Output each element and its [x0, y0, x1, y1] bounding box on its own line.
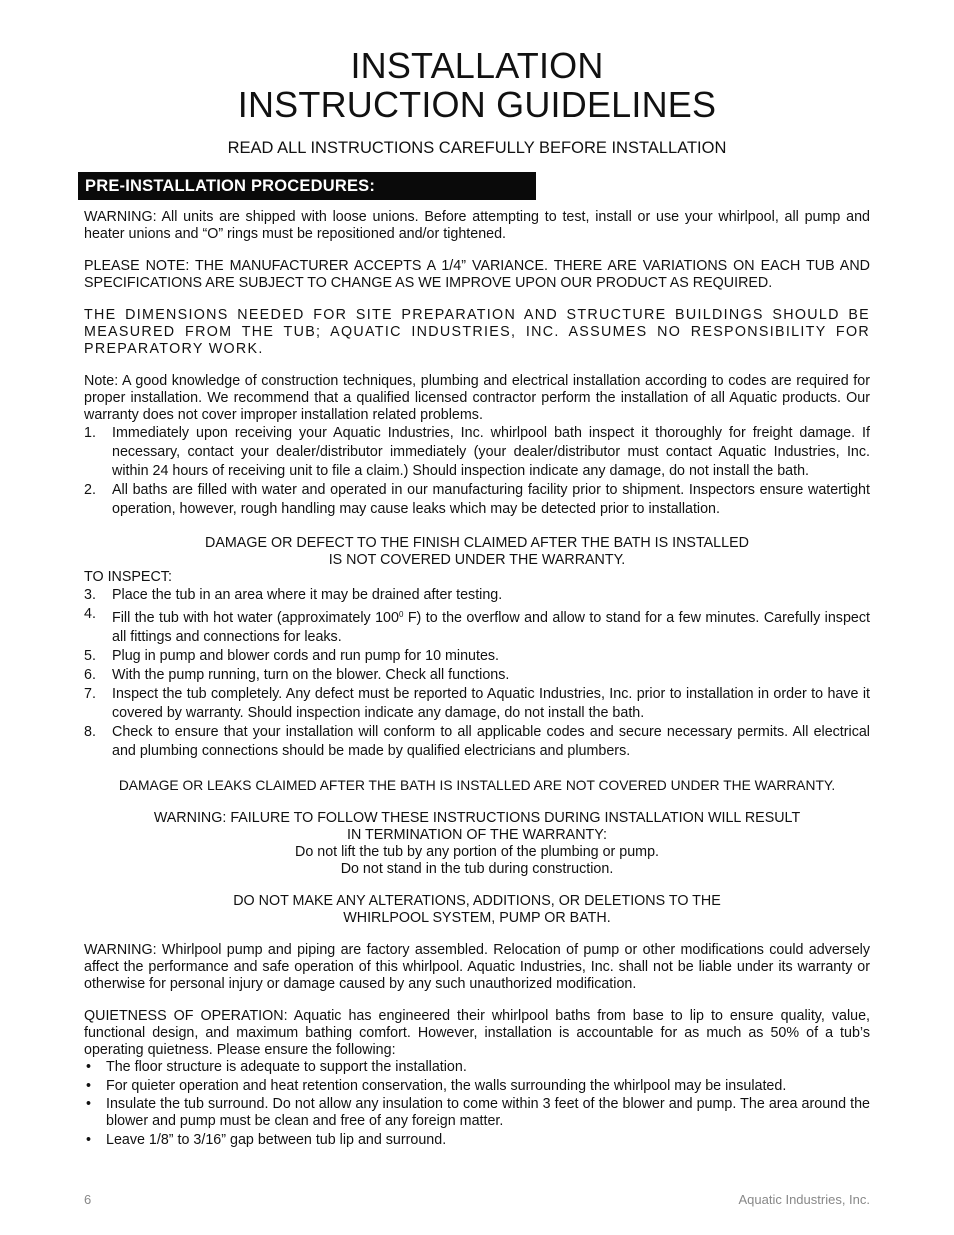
quietness-bullet-list — [84, 1059, 870, 1149]
list-item-text: Place the tub in an area where it may be drained after testing. — [112, 587, 503, 603]
title-line-1: INSTALLATION — [350, 45, 604, 86]
list-item-number: 1. — [84, 425, 96, 441]
warning-pump-paragraph: WARNING: Whirlpool pump and piping are factory assembled. Relocation of pump or other modifications could adversely affect the performance and safe operation of this whirlpool. Aquatic Industries, Inc. shall not be liable under its warranty or otherwise for personal injury or damage caused by any such unauthorized modification. — [84, 942, 870, 992]
list-item-number: 8. — [84, 724, 96, 740]
bullet-item-text: Insulate the tub surround. Do not allow any insulation to come within 3 feet of the blower and pump. The area around the blower and pump must be clean and free of any foreign matter. — [106, 1096, 870, 1129]
list-item-text-a: Fill the tub with hot water (approximately 100 — [112, 610, 399, 626]
list-item — [84, 723, 870, 761]
list-item — [84, 605, 870, 647]
title-line-2: INSTRUCTION GUIDELINES — [237, 84, 717, 125]
receiving-steps-list — [84, 424, 870, 519]
to-inspect-heading: TO INSPECT: — [84, 569, 172, 585]
list-item-number: 7. — [84, 686, 96, 702]
note-paragraph: Note: A good knowledge of construction techniques, plumbing and electrical installation according to codes are required for proper installation. We recommend that a qualified licensed contractor perform the installation of all Aquatic products. Our warranty does not cover improper installation related problems. — [84, 373, 870, 423]
list-item-number: 6. — [84, 667, 96, 683]
list-item-number: 2. — [84, 482, 96, 498]
bullet-item-text: The floor structure is adequate to support the installation. — [106, 1059, 467, 1075]
failure-warning-line-4: Do not stand in the tub during construction. — [340, 861, 614, 877]
alterations-notice-line-2: WHIRLPOOL SYSTEM, PUMP OR BATH. — [343, 910, 611, 926]
list-item — [84, 424, 870, 481]
list-item-number: 5. — [84, 648, 96, 664]
list-item-number: 3. — [84, 587, 96, 603]
list-item — [84, 647, 870, 666]
alterations-notice — [84, 893, 870, 927]
failure-warning — [84, 810, 870, 878]
page-title — [84, 46, 870, 124]
quietness-paragraph: QUIETNESS OF OPERATION: Aquatic has engineered their whirlpool baths from base to lip to ensure quality, value, functional design, and maximum bathing comfort. However, installation is accountable for as much as 50% of a tub’s operating quietness. Please ensure the following: — [84, 1008, 870, 1058]
inspection-steps-list — [84, 586, 870, 761]
list-item-text: Immediately upon receiving your Aquatic Industries, Inc. whirlpool bath inspect it thoroughly for freight damage. If necessary, contact your dealer/distributor immediately (your dealer/distributor must contact Aquatic Industries, Inc. within 24 hours of receiving unit to file a claim.) Should inspection indicate any damage, do not install the bath. — [112, 425, 870, 479]
list-item-text-b: F) to the overflow and allow to stand for a few minutes. Carefully inspect all fittings and connections for leaks. — [112, 610, 870, 645]
finish-damage-notice-line-1: DAMAGE OR DEFECT TO THE FINISH CLAIMED AFTER THE BATH IS INSTALLED — [205, 535, 749, 551]
bullet-icon: • — [86, 1131, 92, 1148]
bullet-icon: • — [86, 1077, 92, 1094]
list-item-text: All baths are filled with water and operated in our manufacturing facility prior to shipment. Inspectors ensure watertight operation, however, rough handling may cause leaks which may be detected prior to installation. — [112, 482, 870, 517]
page-subtitle: READ ALL INSTRUCTIONS CAREFULLY BEFORE INSTALLATION — [227, 139, 727, 157]
footer-company-name: Aquatic Industries, Inc. — [738, 1192, 870, 1207]
leaks-notice: DAMAGE OR LEAKS CLAIMED AFTER THE BATH IS INSTALLED ARE NOT COVERED UNDER THE WARRANTY. — [118, 778, 836, 793]
list-item-text: With the pump running, turn on the blower. Check all functions. — [112, 667, 510, 683]
list-item-number: 4. — [84, 606, 96, 622]
footer-page-number: 6 — [84, 1192, 92, 1207]
section-heading: PRE-INSTALLATION PROCEDURES: — [85, 177, 376, 195]
finish-damage-notice — [84, 535, 870, 569]
section-heading-bar — [78, 172, 536, 200]
alterations-notice-line-1: DO NOT MAKE ANY ALTERATIONS, ADDITIONS, OR DELETIONS TO THE — [233, 893, 721, 909]
bullet-item-text: Leave 1/8” to 3/16” gap between tub lip and surround. — [106, 1131, 447, 1148]
document-body — [84, 209, 870, 1150]
finish-damage-notice-line-2: IS NOT COVERED UNDER THE WARRANTY. — [328, 552, 626, 568]
list-item — [84, 481, 870, 519]
list-item — [84, 685, 870, 723]
bullet-icon: • — [86, 1096, 92, 1112]
list-item-text: Plug in pump and blower cords and run pump for 10 minutes. — [112, 648, 500, 664]
degree-superscript: 0 — [398, 610, 404, 619]
bullet-item — [84, 1059, 870, 1076]
bullet-icon: • — [86, 1059, 92, 1075]
list-item-text: Inspect the tub completely. Any defect must be reported to Aquatic Industries, Inc. prior to installation in order to have it covered by warranty. Should inspection indicate any damage, do not install the bath. — [112, 686, 870, 721]
failure-warning-line-3: Do not lift the tub by any portion of the plumbing or pump. — [295, 844, 659, 860]
list-item-text: Check to ensure that your installation will conform to all applicable codes and secure necessary permits. All electrical and plumbing connections should be made by qualified electricians and plumbers. — [112, 724, 870, 759]
warning-unions-paragraph: WARNING: All units are shipped with loose unions. Before attempting to test, install or use your whirlpool, all pump and heater unions and “O” rings must be repositioned and/or tightened. — [84, 209, 870, 242]
bullet-item-text: For quieter operation and heat retention conservation, the walls surrounding the whirlpool may be insulated. — [106, 1077, 787, 1094]
list-item — [84, 586, 870, 605]
failure-warning-line-1: WARNING: FAILURE TO FOLLOW THESE INSTRUCTIONS DURING INSTALLATION WILL RESULT — [153, 810, 801, 826]
please-note-paragraph: PLEASE NOTE: THE MANUFACTURER ACCEPTS A 1/4” VARIANCE. THERE ARE VARIATIONS ON EACH TUB AND SPECIFICATIONS ARE SUBJECT TO CHANGE AS WE IMPROVE UPON OUR PRODUCT AS REQUIRED. — [84, 258, 870, 291]
list-item — [84, 666, 870, 685]
bullet-item — [84, 1096, 870, 1130]
dimensions-paragraph: THE DIMENSIONS NEEDED FOR SITE PREPARATION AND STRUCTURE BUILDINGS SHOULD BE MEASURED FROM THE TUB; AQUATIC INDUSTRIES, INC. ASSUMES NO RESPONSIBILITY FOR PREPARATORY WORK. — [84, 307, 870, 357]
bullet-item — [84, 1132, 870, 1149]
bullet-item — [84, 1078, 870, 1095]
failure-warning-line-2: IN TERMINATION OF THE WARRANTY: — [346, 827, 607, 843]
